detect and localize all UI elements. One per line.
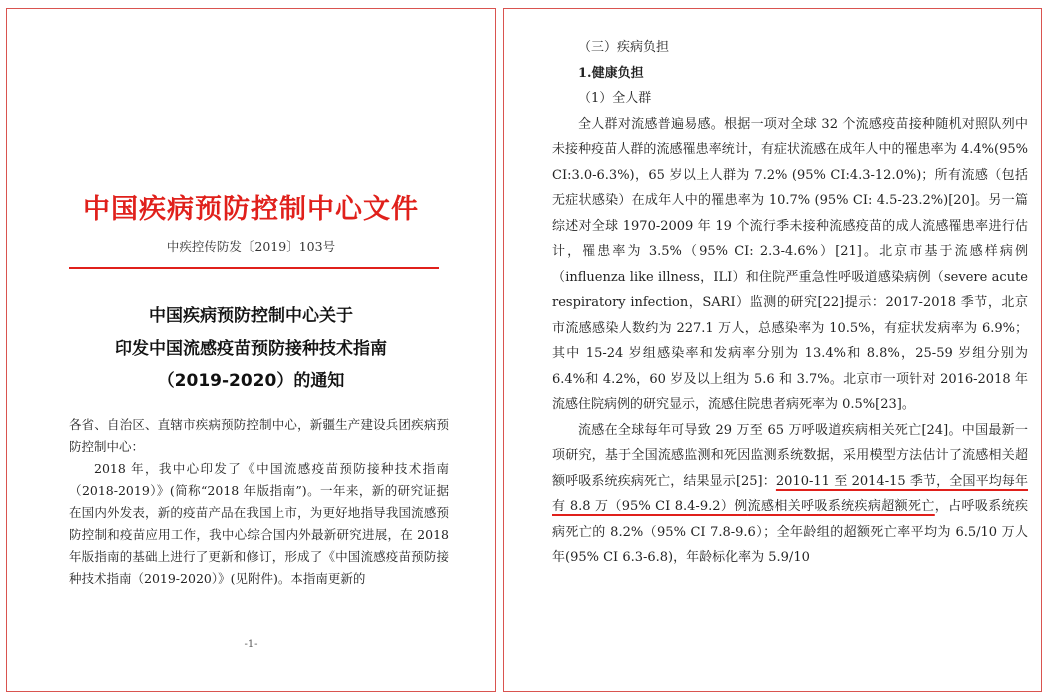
notice-heading-line-1: 中国疾病预防控制中心关于: [149, 306, 353, 326]
document-number: 中疾控传防发〔2019〕103号: [166, 239, 336, 254]
paragraph-2-end: ，占呼吸系统疾病死亡的 8.2%（95% CI 7.8-9.6）；全年龄组的超额死亡率平均为 6.5/10 万人年(95% CI 6.3-6.8)，年龄标化率为 5.9/10: [552, 499, 1028, 565]
red-divider-line: [69, 267, 439, 269]
section-heading: （三）疾病负担: [578, 40, 670, 55]
notice-heading-line-2: 印发中国流感疫苗预防接种技术指南: [115, 339, 387, 359]
highlight-underline-b: 流感相关呼吸系统疾病超额死亡: [747, 499, 935, 514]
left-document-page: [6, 8, 496, 692]
page-number: -1-: [244, 639, 258, 650]
paragraph-2-start: 流感在全球每年可导致 29 万至 65 万呼吸道疾病相关死亡[24]。中国最新一项研究，基于全国流感监测和死因监测系统数据，采用模型方法估计了流感相关超额呼吸系统疾病死亡，结果显示[25]：: [552, 422, 1028, 489]
subsection-heading: 1.健康负担: [578, 65, 644, 81]
body-paragraph-2: [552, 418, 1028, 571]
notice-paragraph: 2018 年，我中心印发了《中国流感疫苗预防接种技术指南（2018-2019）》(简称“2018 年版指南”)。一年来，新的研究证据在国内外发表，新的疫苗产品在我国上市，为更好地指导我国流感预防控制和疫苗应用工作，我中心综合国内外最新研究进展，在 2018 年版指南的基础上进行了更新和修订，形成了《中国流感疫苗预防接种技术指南（2019-2020）》(见附件)。本指南更新的: [69, 461, 449, 586]
disease-burden-section: [552, 35, 1028, 571]
notice-salutation: 各省、自治区、直辖市疾病预防控制中心，新疆生产建设兵团疾病预防控制中心：: [69, 417, 449, 454]
body-paragraph-1: 全人群对流感普遍易感。根据一项对全球 32 个流感疫苗接种随机对照队列中未接种疫苗人群的流感罹患率统计，有症状流感在成年人中的罹患率为 4.4%(95% CI:3.0-6.3%)，65 岁以上人群为 7.2% (95% CI:4.3-12.0%)；所有流感（包括无症状感染）在成年人中的罹患率为 10.7% (95% CI: 4.5-23.2%)[20]。另一篇综述对全球 1970-2009 年 19 个流行季未接种流感疫苗的成人流感罹患率进行估计，罹患率为 3.5%（95% CI: 2.3-4.6%）[21]。北京市基于流感样病例（influenza like illness，ILI）和住院严重急性呼吸道感染病例（severe acute respiratory infection，SARI）监测的研究[22]提示：2017-2018 季节，北京市流感感染人数约为 227.1 万人，总感染率为 10.5%，有症状发病率为 6.9%；其中 15-24 岁组感染率和发病率分别为 13.4%和 8.8%，25-59 岁组分别为 6.4%和 4.2%，60 岁及以上组为 5.6 和 3.7%。北京市一项针对 2016-2018 年流感住院病例的研究显示，流感住院患者病死率为 0.5%[23]。: [552, 116, 1028, 412]
highlight-underline-a: 2010-11 至 2014-15 季节，全国平均每年有 8.8 万（95% CI 8.4-9.2）例: [552, 473, 1029, 514]
document-title: 中国疾病预防控制中心文件: [83, 194, 419, 225]
sub-subsection-heading: （1）全人群: [578, 91, 652, 106]
notice-heading-line-3: （2019-2020）的通知: [157, 371, 345, 391]
notice-body: [69, 414, 449, 590]
right-document-page: [503, 8, 1042, 692]
